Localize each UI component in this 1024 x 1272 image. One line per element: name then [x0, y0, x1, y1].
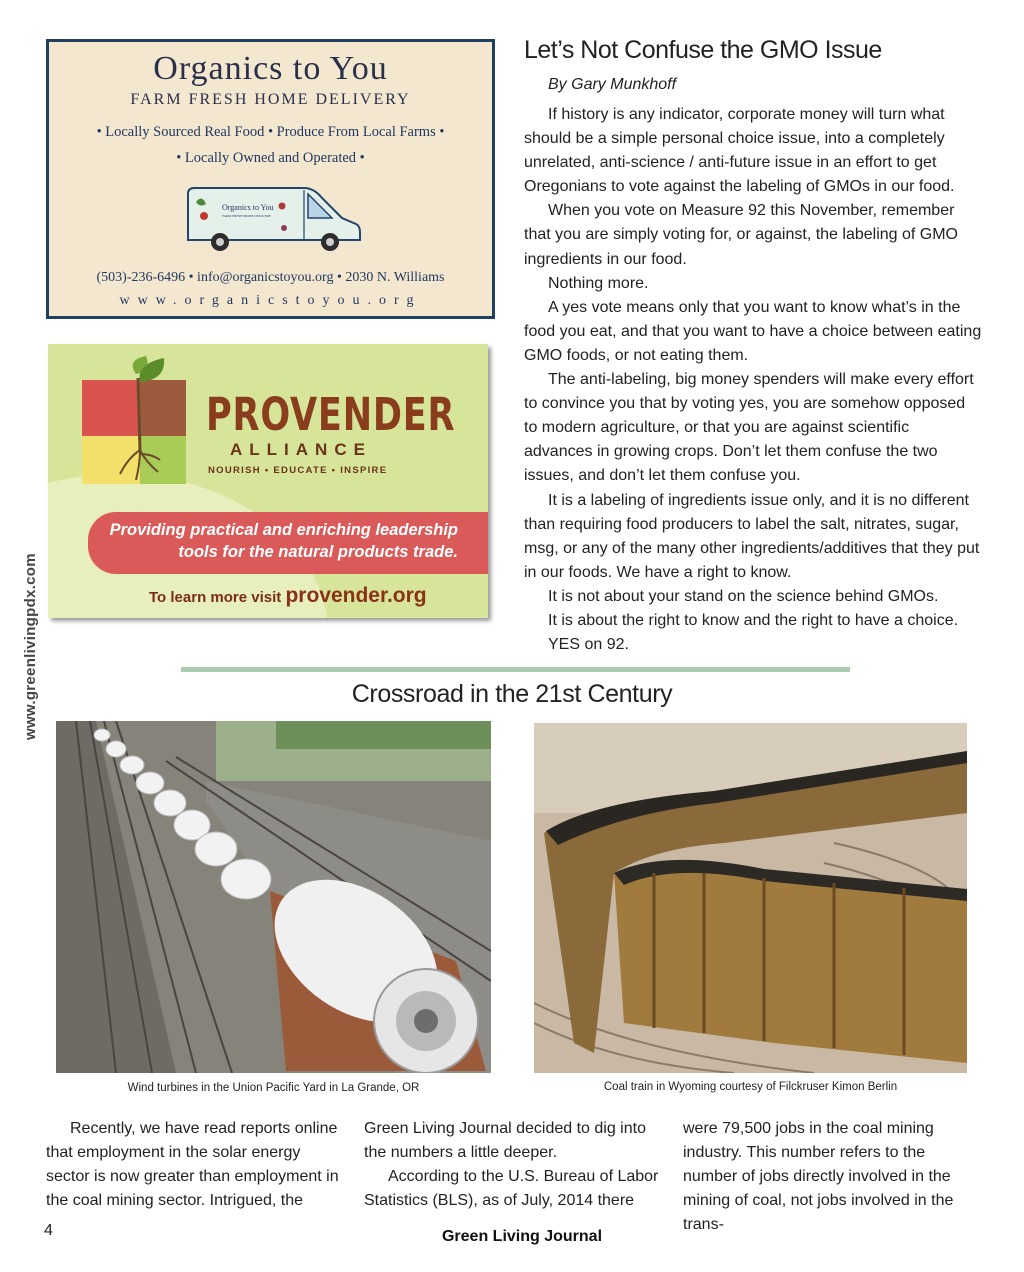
column-2-text-2: According to the U.S. Bureau of Labor Statistics (BLS), as of July, 2014 there: [364, 1168, 659, 1209]
provender-visit: [149, 584, 427, 608]
article-paragraph: When you vote on Measure 92 this November, remember that you are simply voting for, or against, the labeling of GMO ingredients in our food.: [524, 202, 958, 268]
article-paragraph: It is not about your stand on the science behind GMOs.: [548, 587, 939, 605]
column-1: [46, 1117, 341, 1213]
band-line-2: tools for the natural products trade.: [178, 543, 458, 561]
page-number: 4: [44, 1222, 53, 1239]
sprout-icon: [106, 354, 196, 484]
article-paragraph: YES on 92.: [548, 636, 629, 654]
left-photo-caption: Wind turbines in the Union Pacific Yard in La Grande, OR: [127, 1082, 420, 1094]
article-paragraph: A yes vote means only that you want to know what’s in the food you eat, and that you want to have a choice between eating GMO foods, or not eating them.: [524, 298, 982, 364]
provender-name: PROVENDER: [206, 388, 456, 441]
column-3-text: were 79,500 jobs in the coal mining industry. This number refers to the number of jobs directly involved in the mining of coal, not jobs involved in the trans-: [683, 1120, 954, 1233]
delivery-van-icon: [184, 184, 364, 256]
wind-turbines-photo: [56, 721, 491, 1073]
section-divider: [181, 667, 850, 672]
organics-ad-title: Organics to You: [153, 50, 388, 87]
article-paragraph: It is about the right to know and the right to have a choice.: [548, 611, 959, 629]
column-3: [683, 1117, 975, 1237]
visit-text: To learn more visit: [149, 589, 282, 606]
article-paragraph: Nothing more.: [548, 274, 649, 292]
van-text-1: Organics to You: [222, 203, 274, 212]
article-title: Let’s Not Confuse the GMO Issue: [524, 36, 882, 64]
provender-tagline: NOURISH • EDUCATE • INSPIRE: [208, 465, 388, 476]
column-2: [364, 1117, 659, 1213]
organics-ad-line-1: • Locally Sourced Real Food • Produce From Local Farms •: [96, 124, 445, 140]
article-paragraph: The anti-labeling, big money spenders will make every effort to convince you that by voting yes, you are somehow opposed to modern agriculture, or that you are against scientific advances in growing crops. Don’t let them confuse the two issues, and don’t let them confuse you.: [524, 371, 974, 485]
article-paragraph: It is a labeling of ingredients issue only, and it is no different than requiring food producers to label the salt, nitrates, sugar, msg, or any of the many other ingredients/additives that they put in our foods. We have a right to know.: [524, 491, 980, 581]
band-line-1: Providing practical and enriching leadership: [109, 521, 458, 539]
article-body: [524, 103, 982, 657]
side-website-url: www.greenlivingpdx.com: [22, 553, 39, 740]
footer-publication-name: Green Living Journal: [441, 1228, 603, 1245]
van-text-2: FARM FRESH HOME DELIVERY: [222, 214, 272, 218]
organics-ad-line-2: • Locally Owned and Operated •: [176, 150, 365, 166]
column-1-text: Recently, we have read reports online that employment in the solar energy sector is now greater than employment in the coal mining sector. Intrigued, the: [46, 1120, 339, 1209]
provender-band-text: [96, 519, 458, 563]
organics-ad-website[interactable]: www.organicstoyou.org: [119, 293, 422, 308]
organics-ad-contact: (503)-236-6496 • info@organicstoyou.org • 2030 N. Williams: [96, 270, 445, 285]
section-title: Crossroad in the 21st Century: [351, 680, 673, 708]
article-byline: By Gary Munkhoff: [548, 76, 677, 93]
provender-alliance-ad[interactable]: [48, 344, 488, 618]
provender-alliance-label: ALLIANCE: [230, 440, 372, 459]
column-2-text-1: Green Living Journal decided to dig into the numbers a little deeper.: [364, 1120, 646, 1161]
organics-to-you-ad[interactable]: [46, 39, 495, 319]
coal-train-photo: [534, 723, 967, 1073]
organics-ad-subtitle: FARM FRESH HOME DELIVERY: [130, 91, 411, 108]
right-photo-caption: Coal train in Wyoming courtesy of Filckruser Kimon Berlin: [603, 1081, 898, 1093]
provender-url[interactable]: provender.org: [285, 584, 427, 607]
article-paragraph: If history is any indicator, corporate money will turn what should be a simple personal choice issue, into a completely unrelated, anti-science / anti-future issue in an effort to get Oregonians to vote against the labeling of GMOs in our food.: [524, 106, 955, 196]
